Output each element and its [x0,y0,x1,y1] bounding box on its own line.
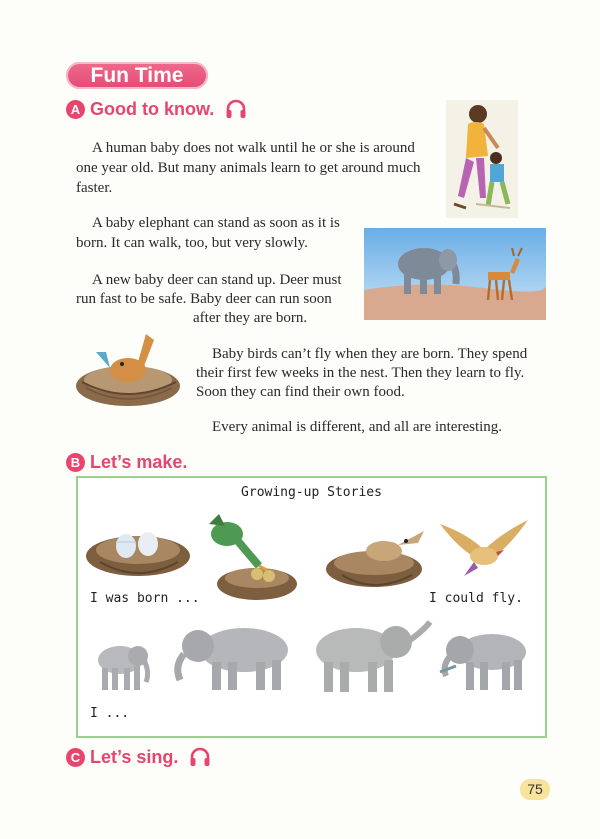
paragraph-line: Soon they can find their own food. [196,384,405,400]
box-title: Growing-up Stories [241,485,382,500]
paragraph-line: born. It can walk, too, but very slowly. [76,235,308,251]
bird-nest-illustration [72,330,182,412]
paragraph-line: run fast to be safe. Baby deer can run soon [76,291,332,307]
baby-elephant-image [92,636,154,694]
bird-feeding-chicks-image [199,508,303,606]
page-number: 75 [520,779,550,800]
paragraph-line: Baby birds can’t fly when they are born. They spend [212,346,528,362]
section-a-badge: A [66,100,85,119]
section-b-badge: B [66,453,85,472]
paragraph-line: their first few weeks in the nest. Then they learn to fly. [196,365,525,381]
elephant-caption-start: I ... [90,706,130,721]
bird-caption-end: I could fly. [429,591,523,606]
paragraph-line: A baby elephant can stand as soon as it is [92,215,340,231]
paragraph-line: A human baby does not walk until he or she is around [92,140,415,156]
paragraph-line: A new baby deer can stand up. Deer must [92,272,342,288]
paragraph-line: Every animal is different, and all are interesting. [212,419,503,435]
section-c-badge: C [66,748,85,767]
section-b-title: Let’s make. [90,451,188,472]
young-elephant-image [166,622,304,692]
section-c-title: Let’s sing. [90,746,179,767]
elephant-deer-illustration [364,228,546,320]
adult-elephant-image [306,618,434,694]
flying-bird-image [438,514,530,582]
elephant-eating-image [436,626,532,692]
bird-caption-start: I was born ... [90,591,200,606]
section-b-heading [66,451,187,473]
section-a-title: Good to know. [90,98,215,119]
headphones-icon[interactable] [225,99,247,119]
paragraph-line: one year old. But many animals learn to get around much [76,160,421,176]
chick-in-nest-image [322,521,432,593]
eggs-in-nest-image [82,512,194,582]
paragraph-line: faster. [76,180,113,196]
section-a-heading [66,98,247,120]
headphones-icon[interactable] [189,747,211,767]
fun-time-banner: Fun Time [66,62,208,89]
mother-child-illustration [446,100,518,218]
paragraph-line: after they are born. [193,310,308,326]
section-c-heading [66,746,211,768]
